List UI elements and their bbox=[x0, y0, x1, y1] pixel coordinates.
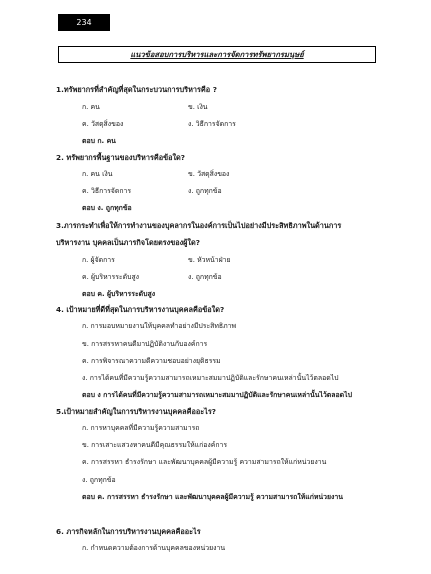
q4-answer: ตอบ ง การได้คนที่มีความรู้ความสามารถเหมาะสมมาปฏิบัติและรักษาคนเหล่านั้นไว้ตลอดไป bbox=[82, 391, 352, 399]
q4-choice-c: ค. การพิจารณาความดีความชอบอย่างยุติธรรม bbox=[82, 357, 221, 365]
q3-choice-b: ข. หัวหน้าฝ่าย bbox=[188, 256, 231, 264]
q1-answer: ตอบ ก. คน bbox=[82, 137, 116, 145]
q4-choice-a: ก. การมอบหมายงานให้บุคคลทำอย่างมีประสิทธิภาพ bbox=[82, 322, 237, 330]
q5-choice-a: ก. การหาบุคคลที่มีความรู้ความสามารถ bbox=[82, 424, 200, 432]
q5-choice-c: ค. การสรรหา ธำรงรักษา และพัฒนาบุคคลผู้มีความรู้ ความสามารถให้แก่หน่วยงาน bbox=[82, 458, 327, 466]
q6-choice-a: ก. กำหนดความต้องการด้านบุคคลของหน่วยงาน bbox=[82, 544, 226, 552]
q2-choice-b: ข. วัสดุสิ่งของ bbox=[188, 170, 230, 178]
q4-choice-b: ข. การสรรหาคนดีมาปฏิบัติงานกับองค์การ bbox=[82, 340, 208, 348]
document-title: แนวข้อสอบการบริหารและการจัดการทรัพยากรมนุษย์ bbox=[58, 46, 376, 63]
q3-choice-c: ค. ผู้บริหารระดับสูง bbox=[82, 273, 140, 281]
q3-answer: ตอบ ค. ผู้บริหารระดับสูง bbox=[82, 290, 156, 298]
q3-choice-a: ก. ผู้จัดการ bbox=[82, 256, 115, 264]
q2-answer: ตอบ ง. ถูกทุกข้อ bbox=[82, 204, 132, 212]
q1-choice-a: ก. คน bbox=[82, 103, 100, 111]
q1-choice-d: ง. วิธีการจัดการ bbox=[188, 120, 236, 128]
question-2: 2. ทรัพยากรพื้นฐานของบริหารคือข้อใด? bbox=[56, 153, 186, 162]
q5-choice-d: ง. ถูกทุกข้อ bbox=[82, 476, 116, 484]
q5-choice-b: ข. การเสาะแสวงหาคนดีมีคุณธรรมให้แก่องค์การ bbox=[82, 441, 228, 449]
q1-choice-b: ข. เงิน bbox=[188, 103, 208, 111]
question-3-line-2: บริหารงาน บุคคลเป็นภารกิจโดยตรงของผู้ใด? bbox=[56, 238, 200, 247]
q2-choice-a: ก. คน เงิน bbox=[82, 170, 113, 178]
q2-choice-c: ค. วิธีการจัดการ bbox=[82, 187, 132, 195]
q3-choice-d: ง. ถูกทุกข้อ bbox=[188, 273, 222, 281]
question-4: 4. เป้าหมายที่ดีที่สุดในการบริหารงานบุคคลคือข้อใด? bbox=[56, 305, 225, 314]
question-1: 1.ทรัพยากรที่สำคัญที่สุดในกระบวนการบริหารคือ ? bbox=[56, 85, 217, 94]
q1-choice-c: ค. วัสดุสิ่งของ bbox=[82, 120, 124, 128]
question-3-line-1: 3.ภารกระทำเพื่อให้การทำงานของบุคลากรในองค์การเป็นไปอย่างมีประสิทธิภาพในด้านการ bbox=[56, 221, 342, 230]
question-5: 5.เป้าหมายสำคัญในการบริหารงานบุคคลคืออะไร? bbox=[56, 407, 216, 416]
q5-answer: ตอบ ค. การสรรหา ธำรงรักษา และพัฒนาบุคคลผู้มีความรู้ ความสามารถให้แก่หน่วยงาน bbox=[82, 493, 343, 501]
page-number-badge: 234 bbox=[58, 14, 110, 31]
q2-choice-d: ง. ถูกทุกข้อ bbox=[188, 187, 222, 195]
question-6: 6. ภารกิจหลักในการบริหารงานบุคคลคืออะไร bbox=[56, 527, 201, 536]
q4-choice-d: ง. การได้คนที่มีความรู้ความสามารถเหมาะสมมาปฏิบัติและรักษาคนเหล่านั้นไว้ตลอดไป bbox=[82, 374, 339, 382]
